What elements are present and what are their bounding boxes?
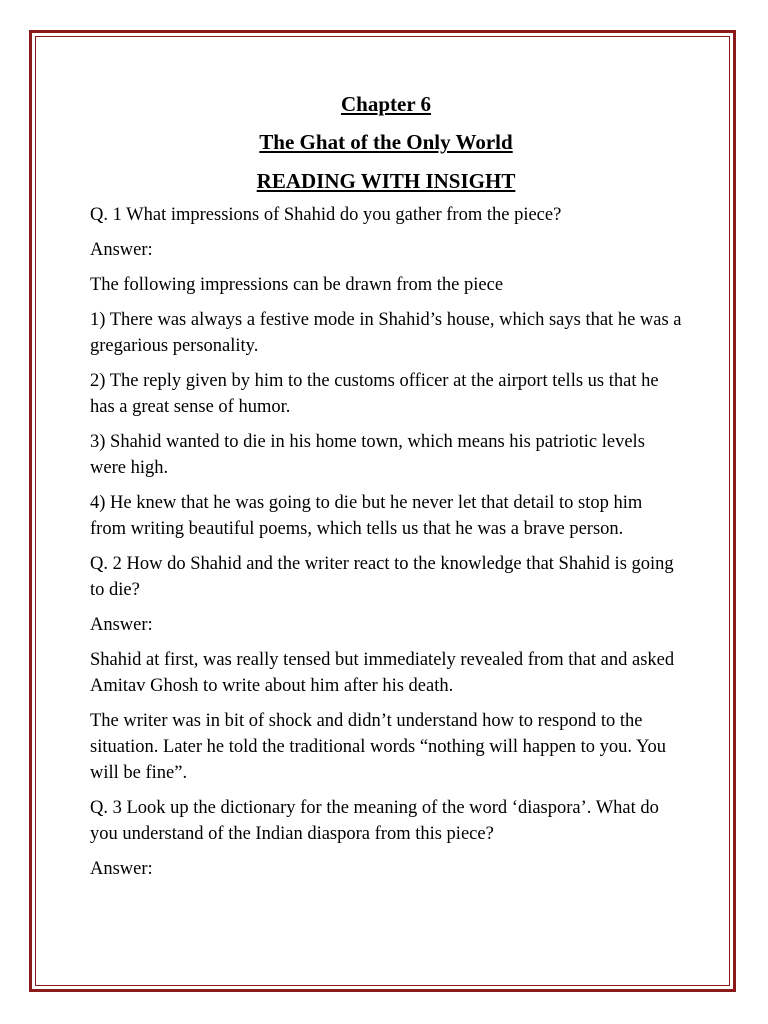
chapter-title: The Ghat of the Only World bbox=[259, 130, 513, 154]
answer-1-point-2: 2) The reply given by him to the customs officer at the airport tells us that he has a great sense of humor. bbox=[90, 371, 659, 417]
answer-1-point-4: 4) He knew that he was going to die but he never let that detail to stop him from writing beautiful poems, which tells us that he was a brave person. bbox=[90, 493, 643, 539]
document-body bbox=[90, 92, 682, 891]
answer-1-intro: The following impressions can be drawn from the piece bbox=[90, 275, 504, 295]
answer-label-3: Answer: bbox=[90, 859, 153, 879]
answer-2-paragraph-1: Shahid at first, was really tensed but immediately revealed from that and asked Amitav Ghosh to write about him after his death. bbox=[90, 650, 675, 696]
answer-2-paragraph-2: The writer was in bit of shock and didn’t understand how to respond to the situation. Later he told the traditional words “nothing will happen to you. You will be fine”. bbox=[90, 711, 666, 783]
question-2: Q. 2 How do Shahid and the writer react to the knowledge that Shahid is going to die? bbox=[90, 554, 674, 600]
answer-1-point-3: 3) Shahid wanted to die in his home town, which means his patriotic levels were high. bbox=[90, 432, 645, 478]
answer-label-1: Answer: bbox=[90, 240, 153, 260]
answer-1-point-1: 1) There was always a festive mode in Shahid’s house, which says that he was a gregarious personality. bbox=[90, 310, 682, 356]
chapter-heading: Chapter 6 bbox=[340, 92, 432, 116]
question-3: Q. 3 Look up the dictionary for the meaning of the word ‘diaspora’. What do you understand of the Indian diaspora from this piece? bbox=[90, 798, 659, 844]
question-1: Q. 1 What impressions of Shahid do you gather from the piece? bbox=[90, 205, 562, 225]
section-heading: READING WITH INSIGHT bbox=[256, 169, 516, 193]
answer-label-2: Answer: bbox=[90, 615, 153, 635]
